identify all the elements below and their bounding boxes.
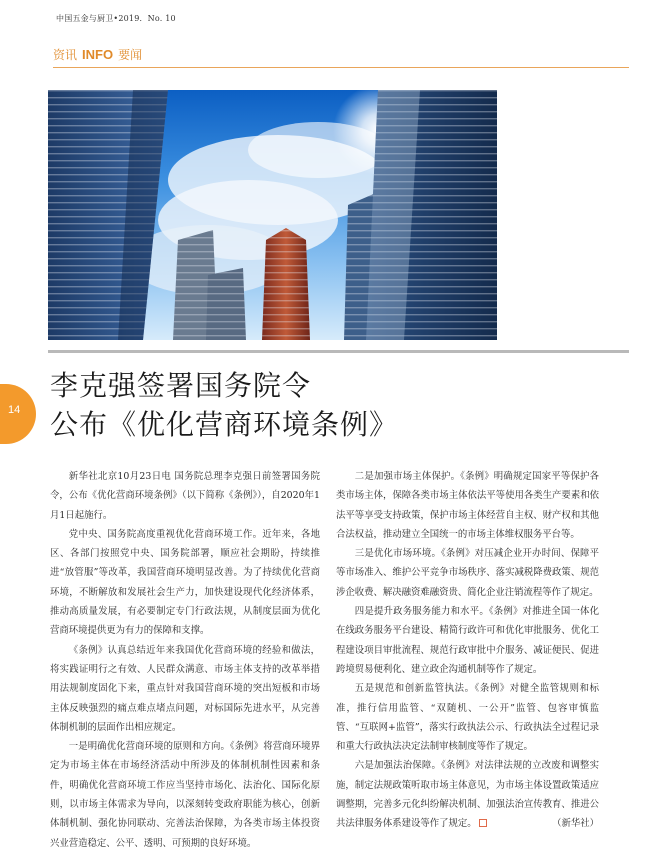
section-label-info: INFO: [82, 47, 114, 62]
paragraph: 三是优化市场环境。《条例》对压减企业开办时间、保障平等市场准入、维护公平竞争市场秩序、落实减税降费政策、规范涉企收费、解决融资难融资贵、简化企业注销流程等作了规定。: [336, 548, 599, 598]
paragraph: 二是加强市场主体保护。《条例》明确规定国家平等保护各类市场主体，保障各类市场主体依法平等使用各类生产要素和依法平等享受支持政策，保护市场主体经营自主权、财产权和其他合法权益，推动建立全国统一的市场主体维权服务平台等。: [336, 471, 599, 540]
paragraph: 新华社北京10月23日电 国务院总理李克强日前签署国务院令，公布《优化营商环境条例》（以下简称《条例》），自2020年1月1日起施行。: [50, 471, 320, 521]
running-head: 中国五金与厨卫•2019．No. 10: [56, 14, 176, 23]
paragraph: 党中央、国务院高度重视优化营商环境工作。近年来，各地区、各部门按照党中央、国务院部署，顺应社会期盼，持续推进“放管服”等改革，我国营商环境明显改善。为了持续优化营商环境，不断解放和发展社会生产力，加快建设现代化经济体系，推动高质量发展，有必要制定专门行政法规，从制度层面为优化营商环境提供更为有力的保障和支撑。: [50, 528, 320, 637]
paragraph: 四是提升政务服务能力和水平。《条例》对推进全国一体化在线政务服务平台建设、精简行政许可和优化审批服务、优化工程建设项目审批流程、规范行政审批中介服务、减证便民、促进跨境贸易便利化、建立政企沟通机制等作了规定。: [336, 606, 599, 675]
paragraph: 五是规范和创新监管执法。《条例》对健全监管规则和标准，推行信用监管、“双随机、一公开”监管、包容审慎监管、“互联网+监管”，落实行政执法公示、行政执法全过程记录和重大行政执法决定法制审核制度等作了规定。: [336, 683, 599, 753]
section-label-zixun: 资讯: [53, 48, 78, 62]
section-label: [53, 46, 142, 63]
article-column-right: [336, 467, 599, 834]
article-column-left: [50, 467, 320, 850]
article-title: [50, 366, 398, 444]
paragraph-last-text: 六是加强法治保障。《条例》对法律法规的立改废和调整实施，制定法规政策听取市场主体意见，为市场主体设置政策适应调整期，完善多元化纠纷解决机制、加强法治宣传教育、推进公共法律服务体系建设等作了规定。: [336, 760, 599, 830]
paragraph: 一是明确优化营商环境的原则和方向。《条例》将营商环境界定为市场主体在市场经济活动中所涉及的体制机制性因素和条件，明确优化营商环境工作应当坚持市场化、法治化、国际化原则，以市场主体需求为导向，以深刻转变政府职能为核心，创新体制机制、强化协同联动、完善法治保障，为各类市场主体投资兴业营造稳定、公平、透明、可预期的良好环境。: [50, 741, 320, 849]
paragraph: 《条例》认真总结近年来我国优化营商环境的经验和做法，将实践证明行之有效、人民群众满意、市场主体支持的改革举措用法规制度固化下来，重点针对我国营商环境的突出短板和市场主体反映强烈的痛点难点堵点问题，对标国际先进水平，从完善体制机制的层面作出相应规定。: [50, 644, 320, 733]
article-title-line-2: 公布《优化营商环境条例》: [50, 408, 399, 441]
section-label-yaowen: 要闻: [118, 48, 143, 62]
section-divider: [53, 67, 629, 68]
article-title-line-1: 李克强签署国务院令: [50, 369, 312, 402]
paragraph-last: [336, 756, 599, 833]
skyscraper-photo: [48, 90, 497, 340]
title-divider: [48, 350, 629, 353]
page-number-tab: [0, 384, 36, 444]
end-mark-icon: [479, 819, 487, 827]
hero-image-skyscrapers: [48, 90, 497, 340]
page-number: 14: [8, 404, 21, 416]
article-source: （新华社）: [552, 818, 599, 830]
